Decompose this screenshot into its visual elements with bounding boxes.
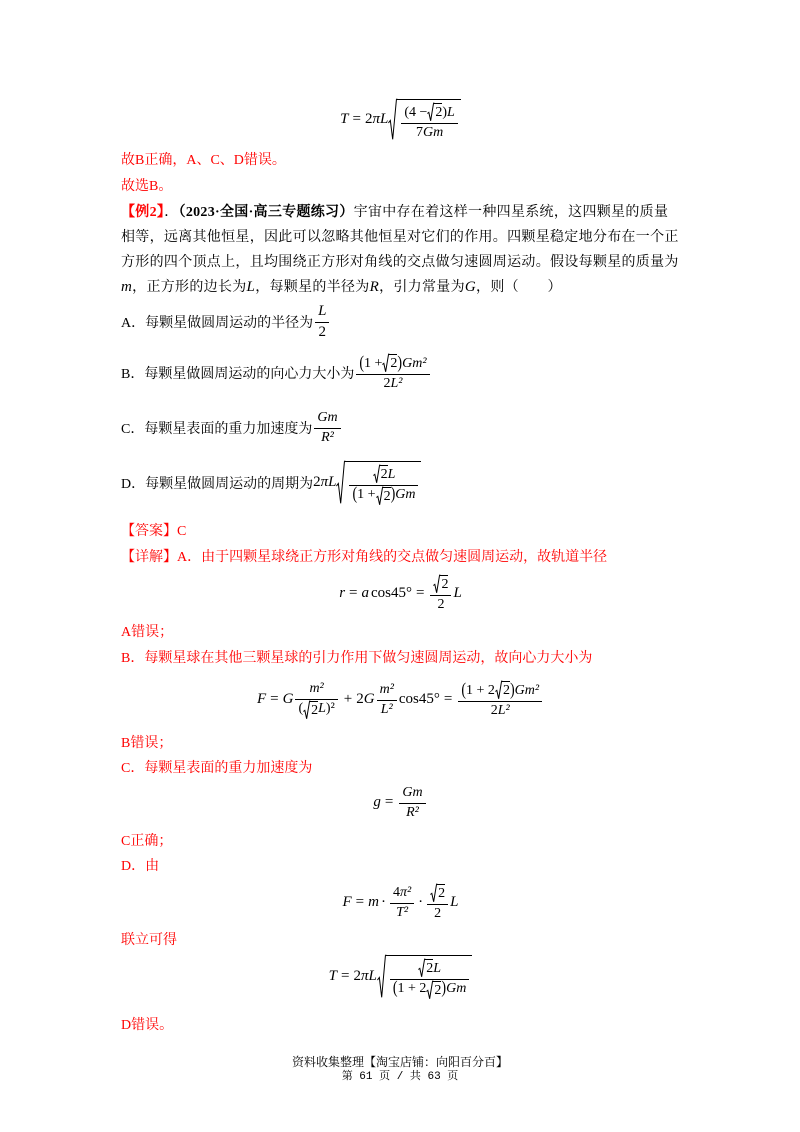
period-equation: [329, 955, 473, 998]
denominator: 2: [437, 596, 445, 612]
denominator-variable: L: [318, 700, 326, 716]
numerator-term: 1 + 2: [466, 683, 495, 699]
equals-sign: =: [355, 894, 365, 911]
force-symbol: F: [342, 894, 352, 911]
denominator: [356, 375, 429, 392]
radicand: 2: [426, 961, 434, 977]
equals-sign: =: [352, 111, 361, 128]
denominator-number: 7: [415, 124, 423, 140]
footer-page-number: 第 61 页 / 共 63 页: [341, 1071, 459, 1083]
denominator-term: 1 + 2: [397, 980, 427, 996]
question-text-gravity: ，引力常量为: [379, 279, 465, 295]
explanation-intro: 【详解】A．由于四颗星球绕正方形对角线的交点做匀速圆周运动，故轨道半径: [121, 549, 608, 565]
coefficient: 2: [356, 691, 364, 708]
period-formula: [121, 952, 680, 1002]
numerator: L: [315, 303, 329, 322]
radicand: 2: [390, 356, 398, 372]
newton-equation: [342, 884, 458, 921]
coefficient: 2: [353, 968, 361, 985]
coefficient: 2: [364, 111, 373, 128]
numerator-open: (4 −: [404, 105, 428, 121]
coefficient: 2: [313, 474, 321, 491]
numerator-close: ): [442, 105, 448, 121]
denominator: T²: [396, 904, 409, 920]
gravity-constant: G: [282, 691, 294, 708]
numerator-variables: Gm²: [514, 683, 540, 699]
radicand: 2: [438, 886, 446, 902]
option-a-formula: [313, 303, 331, 341]
square-root: [377, 955, 472, 998]
question-text-side: ，正方形的边长为: [132, 279, 247, 295]
option-a-text: A．每颗星做圆周运动的半径为: [121, 316, 314, 331]
answer-line: [121, 519, 186, 544]
numerator: m²: [295, 681, 337, 699]
combine-text: 联立可得: [121, 932, 177, 948]
radical-sign: [377, 955, 386, 998]
numerator: [390, 885, 414, 903]
option-a-result: A错误；: [121, 624, 174, 640]
option-c: [121, 403, 343, 453]
prev-period-formula: [121, 95, 680, 145]
force-symbol: F: [256, 691, 267, 708]
square-root: [382, 354, 397, 372]
question-line-4: [121, 275, 562, 300]
variable-a: a: [361, 585, 369, 602]
numerator: [430, 575, 451, 595]
numerator-variable: L: [433, 961, 441, 977]
period-symbol: T: [328, 968, 338, 985]
close-paren: ): [441, 978, 447, 998]
denominator: [390, 980, 469, 999]
denominator: 2: [318, 323, 327, 340]
radical-sign: [433, 575, 440, 593]
square-root: [427, 103, 442, 121]
fraction: [390, 959, 469, 998]
acceleration-symbol: g: [373, 794, 381, 811]
mass-variable: m: [368, 894, 379, 911]
radicand: 2: [383, 488, 391, 504]
fraction: [295, 681, 337, 718]
prev-choice: 故选B。: [121, 178, 173, 194]
radicand: [397, 99, 461, 140]
radical-sign: [426, 981, 433, 999]
numerator: Gm: [314, 410, 340, 428]
numerator-variable: π²: [399, 885, 412, 901]
open-paren: (: [461, 680, 467, 701]
radical-sign: [336, 461, 345, 504]
numerator-variable: L: [387, 467, 396, 483]
denominator: 2: [434, 905, 442, 921]
radical-sign: [376, 487, 383, 505]
option-b: [121, 348, 432, 398]
equals-sign: =: [349, 585, 358, 602]
denominator: [401, 124, 458, 141]
denominator: R²: [406, 804, 419, 820]
fraction: [401, 103, 458, 140]
numerator: Gm: [399, 785, 425, 803]
question-text-end: ，则（ ）: [476, 279, 562, 295]
cosine-term: cos45°: [398, 691, 440, 708]
fraction: [314, 410, 340, 445]
prev-conclusion: 故B正确，A、C、D错误。: [121, 152, 286, 168]
radius-formula: [121, 569, 680, 619]
fraction: [427, 884, 448, 921]
variable-radius: R: [369, 278, 380, 295]
option-c-intro: C．每颗星表面的重力加速度为: [121, 760, 313, 776]
radius-symbol: r: [339, 585, 346, 602]
denominator-variables: Gm: [446, 980, 467, 996]
question-line-1: [121, 200, 668, 225]
option-d-formula: [313, 461, 421, 504]
denominator: [349, 486, 418, 505]
denominator-variables: L²: [497, 702, 510, 718]
radicand: [345, 461, 421, 504]
radical-sign: [427, 103, 434, 121]
square-root: [433, 575, 448, 593]
numerator: [356, 354, 429, 374]
option-c-text: C．每颗星表面的重力加速度为: [121, 422, 313, 437]
radical-sign: [388, 99, 397, 140]
radical-sign: [382, 354, 389, 372]
option-d-intro: D．由: [121, 858, 160, 874]
question-source: （2023·全国·高三专题练习）: [178, 204, 354, 220]
numerator: [458, 681, 542, 701]
numerator: [427, 884, 448, 904]
open-paren: (: [392, 978, 398, 998]
radicand: [386, 955, 472, 998]
square-root: [303, 701, 318, 719]
newton-formula: [121, 878, 680, 928]
option-b-formula: [354, 354, 431, 391]
denominator-number: 2: [383, 375, 391, 391]
equals-sign: =: [341, 968, 350, 985]
radicand: 2: [435, 105, 443, 121]
denominator-variables: Gm: [422, 124, 444, 140]
fraction: [377, 682, 397, 717]
question-line-3: 方形的四个顶点上，且均围绕正方形对角线的交点做匀速圆周运动。假设每颗星的质量为: [121, 254, 679, 270]
radical-sign: [430, 884, 437, 902]
radical-sign: [495, 681, 502, 699]
denominator: [295, 700, 337, 719]
option-b-result: B错误；: [121, 735, 173, 751]
denominator-variables: L²: [390, 375, 403, 391]
option-c-formula: [312, 410, 342, 445]
denominator-term: 1 +: [357, 486, 376, 502]
close-paren: ): [390, 484, 396, 504]
numerator: [401, 103, 458, 123]
denominator: R²: [321, 429, 334, 445]
close-paren: ): [397, 353, 403, 374]
square-root: [388, 99, 461, 140]
radical-sign: [373, 465, 380, 483]
denominator-number: 2: [490, 702, 498, 718]
option-d-result: D错误。: [121, 1017, 174, 1033]
open-paren: (: [359, 353, 365, 374]
denominator-variables: Gm: [395, 486, 416, 502]
option-b-text: B．每颗星做圆周运动的向心力大小为: [121, 367, 355, 382]
variable-mass: m: [121, 278, 133, 295]
numerator-term: 1 +: [364, 356, 383, 372]
footer-source: 资料收集整理【淘宝店铺：向阳百分百】: [291, 1055, 508, 1069]
open-paren: (: [298, 700, 304, 716]
fraction: [430, 575, 451, 612]
gravity-acceleration-equation: [373, 785, 427, 820]
numerator: m²: [377, 682, 397, 700]
multiply-dot: ·: [380, 894, 386, 911]
gravity-acceleration-formula: [121, 778, 680, 828]
variable-length: L: [246, 278, 256, 295]
square-root: [495, 681, 510, 699]
option-b-intro: B．每颗星球在其他三颗星球的引力作用下做匀速圆周运动，故向心力大小为: [121, 650, 593, 666]
denominator: [458, 702, 542, 719]
radius-equation: [339, 575, 462, 612]
fraction: [399, 785, 425, 820]
question-label-separator: ．: [164, 204, 179, 220]
force-equation: [257, 681, 544, 718]
option-a: [121, 297, 331, 347]
option-d-text: D．每颗星做圆周运动的周期为: [121, 477, 314, 492]
period-symbol: T: [340, 111, 349, 128]
answer-value: C: [177, 523, 187, 539]
numerator-variables: Gm²: [402, 356, 427, 372]
answer-label: 【答案】: [121, 523, 177, 539]
square-root: [336, 461, 421, 504]
radicand: 2: [502, 683, 510, 699]
equals-sign: =: [416, 585, 425, 602]
question-text-1: 宇宙中存在着这样一种四星系统，这四颗星的质量: [353, 204, 669, 220]
open-paren: (: [352, 484, 358, 504]
radicand: 2: [380, 467, 388, 483]
numerator-variable: L: [447, 105, 455, 121]
equals-sign: =: [443, 691, 453, 708]
numerator: [349, 465, 418, 485]
force-formula: [121, 675, 680, 725]
coefficient-variables: πL: [372, 111, 389, 128]
square-root: [376, 487, 391, 505]
radicand: 2: [441, 577, 449, 593]
option-d: [121, 458, 421, 508]
radicand: 2: [434, 982, 442, 998]
cosine-term: cos45°: [371, 585, 412, 602]
radical-sign: [303, 701, 310, 719]
fraction: [349, 465, 418, 504]
square-root: [373, 465, 388, 483]
equals-sign: =: [270, 691, 279, 708]
option-c-result: C正确；: [121, 833, 173, 849]
square-root: [430, 884, 445, 902]
close-paren-squared: )²: [325, 700, 335, 716]
fraction: [315, 303, 329, 341]
denominator: L²: [380, 701, 393, 717]
fraction: [356, 354, 429, 391]
coefficient-variables: πL: [320, 474, 337, 491]
radicand: 2: [311, 702, 319, 718]
variable-gravity-constant: G: [464, 278, 477, 295]
numerator: [390, 959, 469, 979]
square-root: [418, 959, 433, 977]
period-equation: [340, 99, 461, 140]
close-paren: ): [509, 680, 515, 701]
coefficient-variables: πL: [360, 968, 377, 985]
plus-sign: +: [343, 691, 353, 708]
multiply-dot: ·: [418, 894, 424, 911]
fraction: [458, 681, 542, 718]
radical-sign: [418, 959, 425, 977]
square-root: [426, 981, 441, 999]
question-text-radius: ，每颗星的半径为: [255, 279, 370, 295]
fraction: [390, 885, 414, 920]
numerator-number: 4: [392, 885, 400, 901]
question-label: 【例2】: [121, 204, 165, 220]
gravity-constant: G: [363, 691, 375, 708]
question-line-2: 相等，远离其他恒星，因此可以忽略其他恒星对它们的作用。四颗星稳定地分布在一个正: [121, 229, 679, 245]
length-variable: L: [450, 894, 459, 911]
length-variable: L: [453, 585, 462, 602]
equals-sign: =: [384, 794, 394, 811]
